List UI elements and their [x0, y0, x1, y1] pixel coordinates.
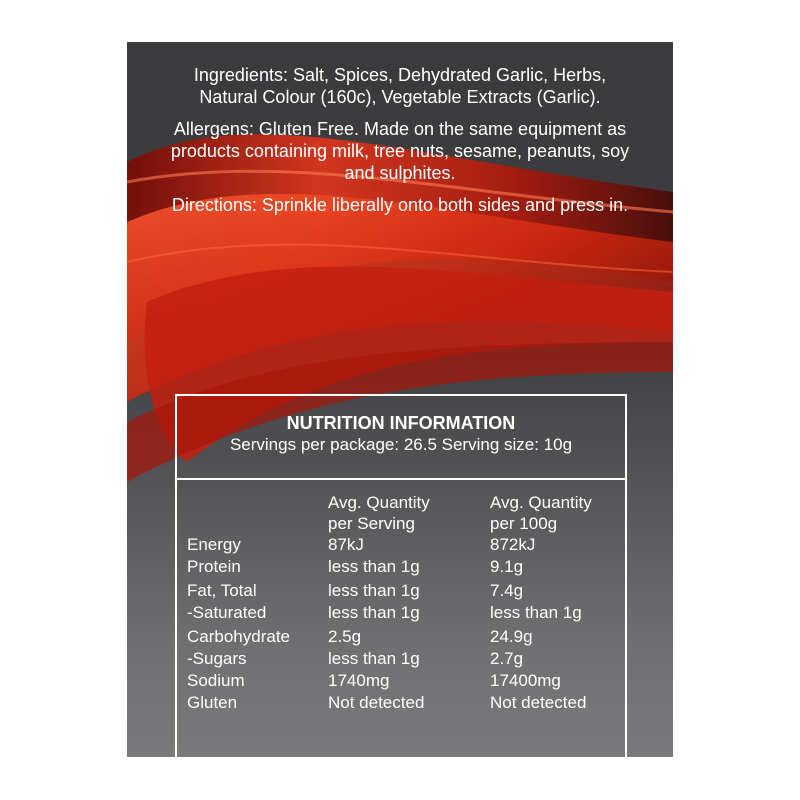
nutrient-name: -Saturated: [187, 603, 267, 622]
per-100g-value: 7.4g: [490, 581, 524, 600]
product-label-panel: [127, 42, 673, 757]
per-100g-value: less than 1g: [490, 603, 582, 622]
per-serving-value: less than 1g: [328, 649, 420, 668]
nutrient-name: Protein: [187, 557, 241, 576]
per-serving-value: 2.5g: [328, 627, 362, 646]
col-header-per-100g: [490, 492, 592, 534]
servings-line: Servings per package: 26.5 Serving size: 10g: [229, 435, 573, 454]
per-serving-value: Not detected: [328, 693, 425, 712]
per-serving-value: less than 1g: [328, 581, 420, 600]
per-serving-value: less than 1g: [328, 557, 420, 576]
col-header-per-serving-line2: per Serving: [328, 514, 415, 533]
nutrient-name: Energy: [187, 535, 241, 554]
nutrient-name: Sodium: [187, 671, 245, 690]
nutrition-panel: [175, 394, 627, 757]
col-header-per-serving: [328, 492, 430, 534]
nutrition-header: [177, 396, 625, 480]
nutrient-name: Gluten: [187, 693, 238, 712]
per-serving-value: less than 1g: [328, 603, 420, 622]
allergens-text: Allergens: Gluten Free. Made on the same equipment as products containing milk, tree nuts, sesame, peanuts, soy and sulphites.: [170, 119, 630, 183]
per-100g-value: 9.1g: [490, 557, 524, 576]
directions-text: Directions: Sprinkle liberally onto both sides and press in.: [171, 195, 629, 215]
ingredients-text: Ingredients: Salt, Spices, Dehydrated Garlic, Herbs, Natural Colour (160c), Vegetable Extracts (Garlic).: [193, 65, 607, 107]
per-serving-value: 87kJ: [328, 535, 364, 554]
col-header-per-serving-line1: Avg. Quantity: [328, 493, 430, 512]
per-100g-value: 24.9g: [490, 627, 533, 646]
per-100g-value: 2.7g: [490, 649, 524, 668]
nutrition-title: NUTRITION INFORMATION: [286, 413, 516, 433]
per-100g-value: 17400mg: [490, 671, 561, 690]
col-header-per-100g-line2: per 100g: [490, 514, 558, 533]
nutrient-name: -Sugars: [187, 649, 247, 668]
per-serving-value: 1740mg: [328, 671, 390, 690]
col-header-per-100g-line1: Avg. Quantity: [490, 493, 592, 512]
nutrient-name: Carbohydrate: [187, 627, 291, 646]
per-100g-value: Not detected: [490, 693, 587, 712]
label-text-block: [127, 64, 673, 226]
per-100g-value: 872kJ: [490, 535, 536, 554]
nutrient-name: Fat, Total: [187, 581, 257, 600]
